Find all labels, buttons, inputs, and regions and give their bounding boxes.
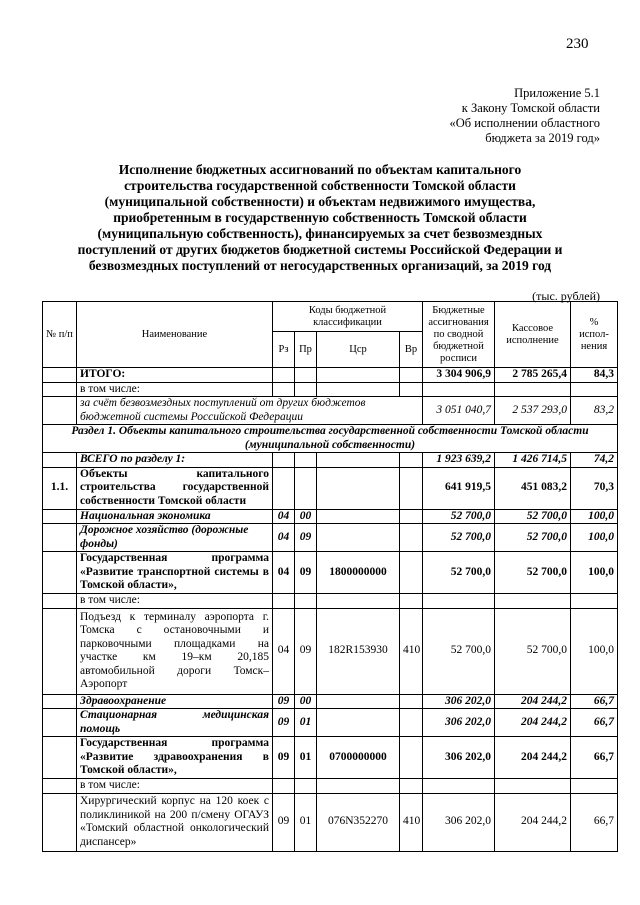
cell-pr: 00 bbox=[295, 509, 317, 524]
cell-cash: 2 537 293,0 bbox=[495, 397, 571, 425]
cell-budget: 3 051 040,7 bbox=[423, 397, 495, 425]
header-row bbox=[43, 302, 618, 332]
cell-pct: 83,2 bbox=[571, 397, 618, 425]
budget-table bbox=[42, 301, 618, 852]
cell-pct: 100,0 bbox=[571, 608, 618, 694]
cell-name: в том числе: bbox=[77, 382, 273, 397]
table-row-from-other-budgets bbox=[43, 397, 618, 425]
cell-vr: 410 bbox=[400, 608, 423, 694]
table-row bbox=[43, 524, 618, 552]
cell-name: в том числе: bbox=[77, 594, 273, 609]
table-row-section-heading bbox=[43, 425, 618, 453]
cell-cash: 204 244,2 bbox=[495, 737, 571, 779]
document-title bbox=[60, 162, 580, 274]
appendix-line: к Закону Томской области bbox=[461, 101, 600, 115]
header-csr: Цср bbox=[317, 332, 400, 368]
cell-budget: 1 923 639,2 bbox=[423, 453, 495, 468]
cell-cash: 2 785 265,4 bbox=[495, 368, 571, 383]
cell-pct: 100,0 bbox=[571, 509, 618, 524]
cell-name: ИТОГО: bbox=[77, 368, 273, 383]
cell-pr: 01 bbox=[295, 709, 317, 737]
header-budget: Бюджетные ассигнования по сводной бюджетной росписи bbox=[423, 302, 495, 368]
cell-name: в том числе: bbox=[77, 779, 273, 794]
cell-name: за счёт безвозмездных поступлений от других бюджетов бюджетной системы Российской Федерации bbox=[77, 397, 423, 425]
appendix-line: «Об исполнении областного bbox=[449, 116, 600, 130]
cell-budget: 52 700,0 bbox=[423, 552, 495, 594]
section-heading: Раздел 1. Объекты капитального строительства государственной собственности Томской области (муниципальной собственности) bbox=[43, 425, 618, 453]
header-pr: Пр bbox=[295, 332, 317, 368]
cell-cash: 204 244,2 bbox=[495, 793, 571, 851]
cell-name: Государственная программа «Развитие транспортной системы в Томской области», bbox=[77, 552, 273, 594]
cell-name: ВСЕГО по разделу 1: bbox=[77, 453, 273, 468]
cell-pct: 66,7 bbox=[571, 793, 618, 851]
header-rz: Рз bbox=[273, 332, 295, 368]
title-line: поступлений от других бюджетов бюджетной системы Российской Федерации и bbox=[77, 242, 563, 257]
table-row bbox=[43, 694, 618, 709]
table-row bbox=[43, 737, 618, 779]
cell-cash: 204 244,2 bbox=[495, 694, 571, 709]
cell-rz: 04 bbox=[273, 524, 295, 552]
header-pct: % испол-нения bbox=[571, 302, 618, 368]
cell-pr: 09 bbox=[295, 608, 317, 694]
cell-pct: 100,0 bbox=[571, 524, 618, 552]
cell-name: Стационарная медицинская помощь bbox=[77, 709, 273, 737]
cell-cash: 52 700,0 bbox=[495, 608, 571, 694]
cell-rz: 09 bbox=[273, 694, 295, 709]
cell-budget: 52 700,0 bbox=[423, 524, 495, 552]
cell-rz: 04 bbox=[273, 608, 295, 694]
cell-name: Объекты капитального строительства государственной собственности Томской области bbox=[77, 467, 273, 509]
cell-rz: 09 bbox=[273, 793, 295, 851]
cell-name: Подъезд к терминалу аэропорта г. Томска с остановочными и парковочными площадками на участке км 19–км 20,185 автомобильной дороги Томск–Аэропорт bbox=[77, 608, 273, 694]
cell-name: Здравоохранение bbox=[77, 694, 273, 709]
cell-name: Национальная экономика bbox=[77, 509, 273, 524]
table-row-including bbox=[43, 779, 618, 794]
cell-csr: 182R153930 bbox=[317, 608, 400, 694]
cell-csr: 076N352270 bbox=[317, 793, 400, 851]
cell-rz: 04 bbox=[273, 509, 295, 524]
cell-rz: 04 bbox=[273, 552, 295, 594]
cell-pct: 74,2 bbox=[571, 453, 618, 468]
cell-pr: 09 bbox=[295, 552, 317, 594]
table-row bbox=[43, 552, 618, 594]
cell-pct: 70,3 bbox=[571, 467, 618, 509]
table-row bbox=[43, 467, 618, 509]
cell-num: 1.1. bbox=[43, 467, 77, 509]
units-label: (тыс. рублей) bbox=[532, 289, 600, 303]
cell-rz: 09 bbox=[273, 737, 295, 779]
cell-name: Хирургический корпус на 120 коек с поликлиникой на 200 п/смену ОГАУЗ «Томский областной онкологический диспансер» bbox=[77, 793, 273, 851]
cell-name: Дорожное хозяйство (дорожные фонды) bbox=[77, 524, 273, 552]
cell-cash: 204 244,2 bbox=[495, 709, 571, 737]
table-row bbox=[43, 793, 618, 851]
header-cash: Кассовое исполнение bbox=[495, 302, 571, 368]
cell-csr: 1800000000 bbox=[317, 552, 400, 594]
cell-budget: 306 202,0 bbox=[423, 709, 495, 737]
cell-pct: 66,7 bbox=[571, 694, 618, 709]
cell-budget: 52 700,0 bbox=[423, 608, 495, 694]
cell-pct: 84,3 bbox=[571, 368, 618, 383]
title-line: безвозмездных поступлений от негосударственных организаций, за 2019 год bbox=[88, 258, 552, 273]
cell-rz: 09 bbox=[273, 709, 295, 737]
header-vr: Вр bbox=[400, 332, 423, 368]
cell-budget: 306 202,0 bbox=[423, 694, 495, 709]
cell-cash: 52 700,0 bbox=[495, 509, 571, 524]
title-line: строительства государственной собственности Томской области bbox=[124, 178, 516, 193]
table-row-section-total bbox=[43, 453, 618, 468]
cell-pr: 00 bbox=[295, 694, 317, 709]
title-line: (муниципальной собственности) и объектам недвижимого имущества, bbox=[104, 194, 536, 209]
appendix-line: бюджета за 2019 год» bbox=[485, 131, 600, 145]
table-row-total bbox=[43, 368, 618, 383]
header-codes: Коды бюджетной классификации bbox=[273, 302, 423, 332]
table-row-including bbox=[43, 594, 618, 609]
page-number: 230 bbox=[566, 36, 589, 52]
cell-budget: 3 304 906,9 bbox=[423, 368, 495, 383]
header-name: Наименование bbox=[77, 302, 273, 368]
cell-name: Государственная программа «Развитие здравоохранения в Томской области», bbox=[77, 737, 273, 779]
table-row bbox=[43, 608, 618, 694]
cell-cash: 52 700,0 bbox=[495, 524, 571, 552]
appendix-line: Приложение 5.1 bbox=[514, 86, 600, 100]
cell-pr: 01 bbox=[295, 793, 317, 851]
title-line: (муниципальную собственность), финансируемых за счет безвозмездных bbox=[97, 226, 543, 241]
cell-pr: 09 bbox=[295, 524, 317, 552]
cell-budget: 306 202,0 bbox=[423, 737, 495, 779]
table-row bbox=[43, 709, 618, 737]
cell-pct: 66,7 bbox=[571, 737, 618, 779]
table-row bbox=[43, 509, 618, 524]
cell-pct: 66,7 bbox=[571, 709, 618, 737]
cell-pr: 01 bbox=[295, 737, 317, 779]
title-line: Исполнение бюджетных ассигнований по объектам капитального bbox=[118, 162, 522, 177]
cell-csr: 0700000000 bbox=[317, 737, 400, 779]
appendix-note bbox=[340, 86, 600, 146]
cell-cash: 1 426 714,5 bbox=[495, 453, 571, 468]
cell-cash: 451 083,2 bbox=[495, 467, 571, 509]
cell-budget: 641 919,5 bbox=[423, 467, 495, 509]
cell-budget: 306 202,0 bbox=[423, 793, 495, 851]
cell-budget: 52 700,0 bbox=[423, 509, 495, 524]
cell-cash: 52 700,0 bbox=[495, 552, 571, 594]
cell-pct: 100,0 bbox=[571, 552, 618, 594]
title-line: приобретенным в государственную собственность Томской области bbox=[113, 210, 527, 225]
header-num: № п/п bbox=[43, 302, 77, 368]
table-row-including bbox=[43, 382, 618, 397]
cell-vr: 410 bbox=[400, 793, 423, 851]
